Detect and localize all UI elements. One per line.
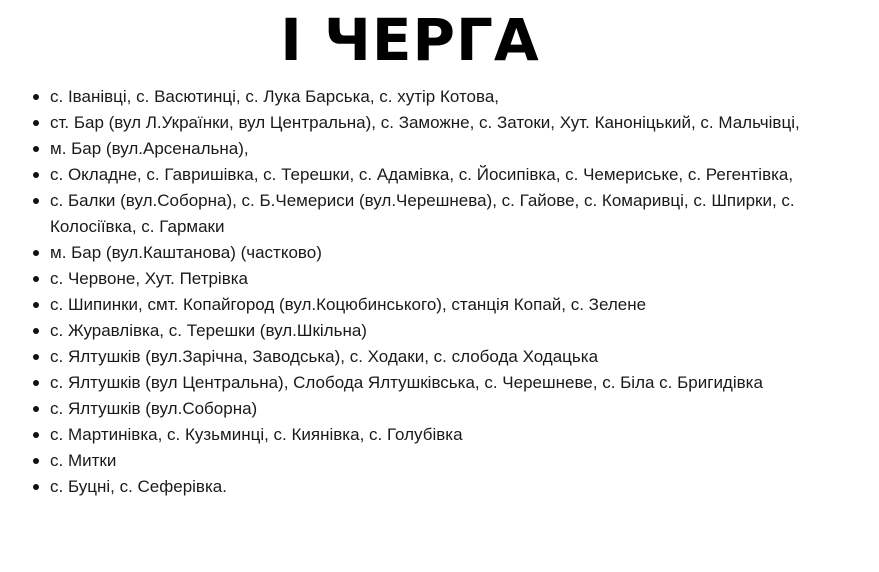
- list-item: [50, 318, 855, 344]
- list-item: [50, 344, 855, 370]
- list-item-text: с. Ялтушків (вул.Зарічна, Заводська), с. Ходаки, с. слобода Ходацька: [50, 347, 599, 366]
- settlement-list: [0, 84, 855, 500]
- list-item: [50, 370, 855, 396]
- list-item-text: с. Ялтушків (вул Центральна), Слобода Ялтушківська, с. Черешневе, с. Біла с. Бригидівка: [50, 373, 763, 392]
- bullet-icon: [33, 328, 39, 334]
- list-item: [50, 448, 855, 474]
- list-item-text: с. Окладне, с. Гавришівка, с. Терешки, с. Адамівка, с. Йосипівка, с. Чемериське, с. Регентівка,: [50, 165, 794, 184]
- list-item: [50, 188, 855, 240]
- bullet-icon: [33, 302, 39, 308]
- document-title: І ЧЕРГА: [280, 6, 540, 74]
- bullet-icon: [33, 380, 39, 386]
- list-item-text: с. Балки (вул.Соборна), с. Б.Чемериси (вул.Черешнева), с. Гайове, с. Комаривці, с. Шпирки, с. Колосіївка, с. Гармаки: [50, 191, 795, 236]
- list-item: [50, 266, 855, 292]
- bullet-icon: [33, 172, 39, 178]
- bullet-icon: [33, 146, 39, 152]
- list-item: [50, 422, 855, 448]
- bullet-icon: [33, 406, 39, 412]
- bullet-icon: [33, 276, 39, 282]
- bullet-icon: [33, 120, 39, 126]
- list-item: [50, 110, 855, 136]
- list-item-text: ст. Бар (вул Л.Українки, вул Центральна), с. Заможне, с. Затоки, Хут. Каноніцький, с. Мальчівці,: [50, 113, 800, 132]
- list-item-text: с. Журавлівка, с. Терешки (вул.Шкільна): [50, 321, 367, 340]
- bullet-icon: [33, 458, 39, 464]
- list-item: [50, 162, 855, 188]
- bullet-icon: [33, 354, 39, 360]
- bullet-icon: [33, 94, 39, 100]
- list-item: [50, 474, 855, 500]
- list-item: [50, 292, 855, 318]
- list-item-text: с. Мартинівка, с. Кузьминці, с. Киянівка, с. Голубівка: [50, 425, 463, 444]
- list-item-text: с. Іванівці, с. Васютинці, с. Лука Барська, с. хутір Котова,: [50, 87, 500, 106]
- list-item-text: с. Червоне, Хут. Петрівка: [50, 269, 249, 288]
- list-item: [50, 136, 855, 162]
- list-item-text: с. Шипинки, смт. Копайгород (вул.Коцюбинського), станція Копай, с. Зелене: [50, 295, 647, 314]
- list-item: [50, 84, 855, 110]
- bullet-icon: [33, 198, 39, 204]
- bullet-icon: [33, 484, 39, 490]
- list-item: [50, 396, 855, 422]
- list-item-text: м. Бар (вул.Арсенальна),: [50, 139, 249, 158]
- list-item-text: с. Ялтушків (вул.Соборна): [50, 399, 258, 418]
- list-item-text: м. Бар (вул.Каштанова) (частково): [50, 243, 322, 262]
- list-item: [50, 240, 855, 266]
- bullet-icon: [33, 432, 39, 438]
- list-item-text: с. Митки: [50, 451, 117, 470]
- bullet-icon: [33, 250, 39, 256]
- list-item-text: с. Буцні, с. Сеферівка.: [50, 477, 227, 496]
